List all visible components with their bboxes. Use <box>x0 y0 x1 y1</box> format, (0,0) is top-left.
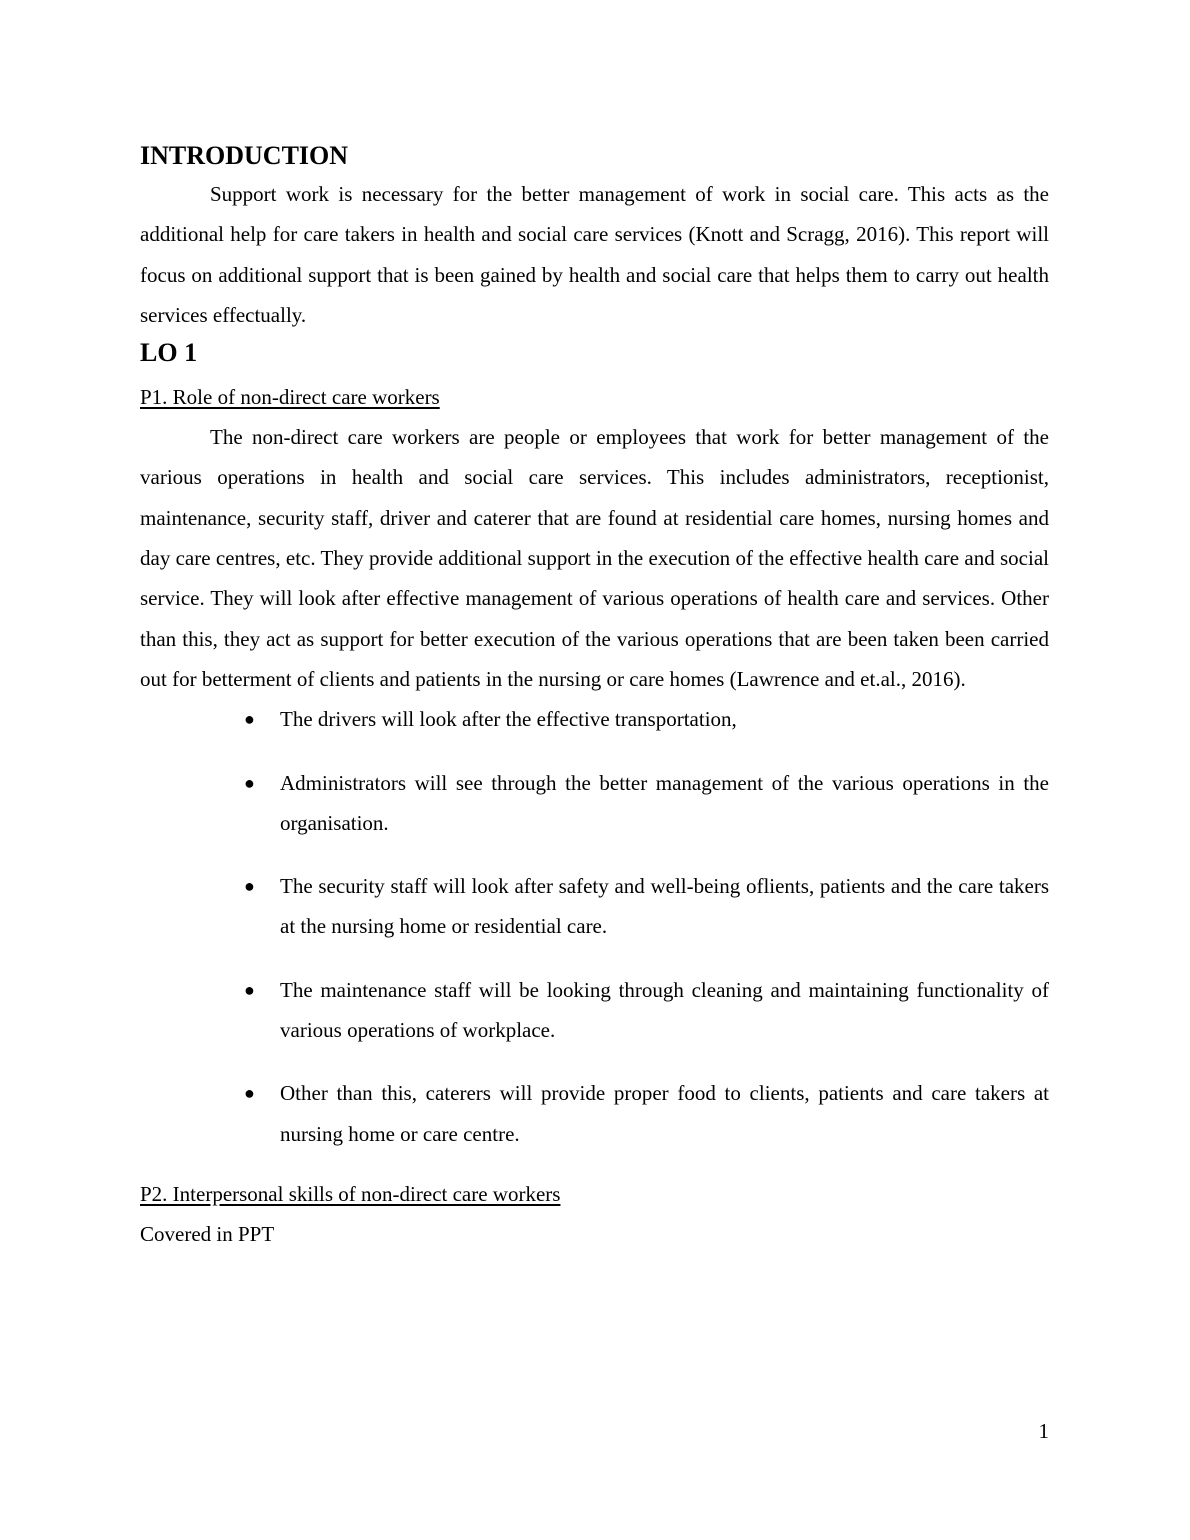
list-item-text: The maintenance staff will be looking through cleaning and maintaining functionality of various operations of workplace. <box>280 977 1049 1043</box>
bullet-icon: ● <box>244 709 255 730</box>
list-item <box>244 763 1049 844</box>
list-item-text: The security staff will look after safety and well-being oflients, patients and the care takers at the nursing home or residential care. <box>280 874 1049 939</box>
p2-subheading: P2. Interpersonal skills of non-direct care workers <box>140 1181 561 1206</box>
list-item <box>244 699 1049 739</box>
bullet-icon: ● <box>244 876 255 897</box>
bullet-icon: ● <box>244 1083 255 1104</box>
page-number: 1 <box>1038 1419 1049 1443</box>
list-item <box>244 866 1049 947</box>
lo1-heading: LO 1 <box>140 338 198 368</box>
bullet-icon: ● <box>244 772 255 793</box>
page-content <box>140 138 1049 1254</box>
p1-paragraph: The non-direct care workers are people or employees that work for better management of the various operations in health and social care services. This includes administrators, receptionist, maintenance, security staff, driver and caterer that are found at residential care homes, nursing homes and day care centres, etc. They provide additional support in the execution of the effective health care and social service. They will look after effective management of various operations of health care and services. Other than this, they act as support for better execution of the various operations that are been taken been carried out for betterment of clients and patients in the nursing or care homes (Lawrence and et.al., 2016). <box>140 425 1049 691</box>
bullet-icon: ● <box>244 979 255 1000</box>
introduction-heading: INTRODUCTION <box>140 141 349 170</box>
introduction-paragraph: Support work is necessary for the better management of work in social care. This acts as the additional help for care takers in health and social care services (Knott and Scragg, 2016). This report will focus on additional support that is been gained by health and social care that helps them to carry out health services effectually. <box>140 182 1049 327</box>
list-item <box>244 970 1049 1051</box>
p2-text: Covered in PPT <box>140 1221 275 1246</box>
p1-subheading: P1. Role of non-direct care workers <box>140 385 440 410</box>
list-item-text: Administrators will see through the better management of the various operations in the organisation. <box>280 770 1049 835</box>
bullet-list <box>140 699 1049 1154</box>
list-item-text: The drivers will look after the effective transportation, <box>280 707 737 732</box>
list-item <box>244 1073 1049 1154</box>
list-item-text: Other than this, caterers will provide proper food to clients, patients and care takers at nursing home or care centre. <box>280 1081 1049 1146</box>
